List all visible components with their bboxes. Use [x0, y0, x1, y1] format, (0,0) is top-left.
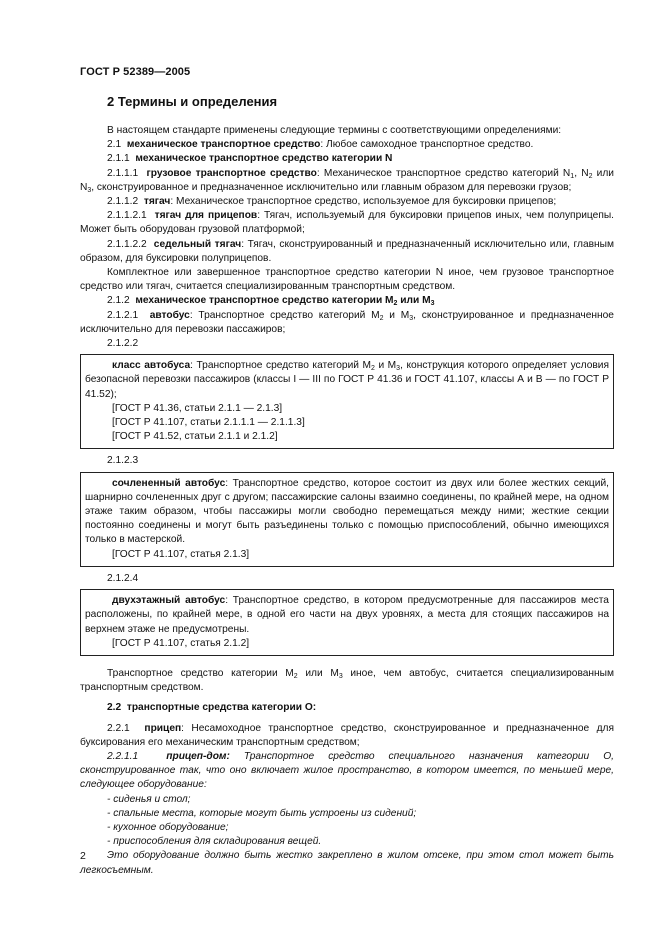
term-2-1-1-2-1: 2.1.1.2.1 тягач для прицепов: Тягач, используемый для буксировки прицепов иных, чем полуприцепы. Может быть оборудован грузовой платформой;	[80, 210, 614, 236]
reference: [ГОСТ Р 41.107, статья 2.1.3]	[112, 548, 250, 560]
section-title: 2 Термины и определения	[107, 94, 278, 109]
list-item: - сиденья и стол;	[107, 793, 191, 805]
reference: [ГОСТ Р 41.107, статьи 2.1.1.1 — 2.1.1.3]	[112, 417, 305, 429]
term-2-1-1-2-2: 2.1.1.2.2 седельный тягач: Тягач, сконструированный и предназначенный исключительно или, главным образом, для буксировки полуприцепов.	[80, 238, 614, 264]
intro-paragraph: В настоящем стандарте применены следующие термины с соответствующими определениями:	[107, 125, 562, 136]
term-2-1-1-1: 2.1.1.1 грузовое транспортное средство: Механическое транспортное средство категорий $N_1$, $N_2$ или $N_3$, сконструированное и предназначенное исключительно или главным образом для перевозки грузов;	[80, 167, 614, 194]
list-item: - приспособления для складирования вещей.	[107, 836, 322, 848]
term-2-1-2-4-number: 2.1.2.4	[107, 572, 139, 584]
equipment-list	[80, 793, 614, 850]
term-2-1-1: 2.1.1 механическое транспортное средство категории N	[107, 153, 393, 165]
document-header: ГОСТ Р 52389—2005	[80, 66, 191, 78]
term-2-1-2-1: 2.1.2.1 автобус: Транспортное средство категорий $M_2$ и $M_3$, сконструированное и предназначенное исключительно для перевозки пассажиров;	[80, 309, 614, 335]
bus-class-box	[80, 354, 614, 449]
term-2-2-1-1: 2.2.1.1 прицеп-дом: Транспортное средство специального назначения категории O, сконструированное так, что оно включает жилое пространство, в котором имеется, по меньшей мере, следующее оборудование:	[80, 750, 614, 791]
reference: [ГОСТ Р 41.107, статья 2.1.2]	[112, 637, 250, 649]
document-body	[80, 124, 614, 878]
articulated-bus-box	[80, 472, 614, 567]
term-2-1-2: 2.1.2 механическое транспортное средство категории $M_2$ или $M_3$	[107, 295, 435, 308]
list-item: - спальные места, которые могут быть устроены из сидений;	[107, 807, 417, 819]
closing-paragraph: Это оборудование должно быть жестко закреплено в жилом отсеке, при этом стол может быть легкосъемным.	[80, 850, 614, 876]
term-2-2-1: 2.2.1 прицеп: Несамоходное транспортное средство, сконструированное и предназначенное для буксирования его механическим транспортным средством;	[80, 722, 614, 748]
bus-class-definition: класс автобуса: Транспортное средство категорий $M_2$ и $M_3$, конструкция которого определяет условия безопасной перевозки пассажиров (классы I — III по ГОСТ Р 41.36 и ГОСТ 41.107, классы А и В — по ГОСТ Р 41.52);	[85, 360, 609, 400]
articulated-bus-definition: сочлененный автобус: Транспортное средство, которое состоит из двух или более жестких секций, шарнирно сочлененных друг с другом; пассажирские салоны взаимно соединены, по крайней мере, на одном этаже таким образом, чтобы пассажиры могли свободно перемещаться между ними; жесткие секции постоянно соединены и могут быть разъединены только с помощью приспособлений, обычно имеющихся только в мастерской.	[85, 477, 609, 546]
term-2-2: 2.2 транспортные средства категории O:	[107, 702, 317, 714]
double-deck-bus-box	[80, 589, 614, 656]
term-2-1: 2.1 механическое транспортное средство: Любое самоходное транспортное средство.	[107, 139, 534, 151]
term-2-1-2-3-number: 2.1.2.3	[107, 455, 139, 467]
term-2-1-1-2: 2.1.1.2 тягач: Механическое транспортное средство, используемое для буксировки прицепов;	[107, 196, 557, 208]
reference: [ГОСТ Р 41.36, статьи 2.1.1 — 2.1.3]	[112, 402, 283, 414]
term-2-1-2-2-number: 2.1.2.2	[107, 338, 139, 350]
category-n-note: Комплектное или завершенное транспортное средство категории N иное, чем грузовое транспортное средство или тягач, считается специализированным транспортным средством.	[80, 267, 614, 293]
reference: [ГОСТ Р 41.52, статьи 2.1.1 и 2.1.2]	[112, 431, 278, 443]
list-item: - кухонное оборудование;	[107, 821, 229, 833]
category-m-note: Транспортное средство категории $M_2$ или $M_3$ иное, чем автобус, считается специализированным транспортным средством.	[80, 667, 615, 694]
double-deck-bus-definition: двухэтажный автобус: Транспортное средство, в котором предусмотренные для пассажиров места расположены, по крайней мере, в одной его части на двух уровнях, а места для стоящих пассажиров на верхнем этаже не предусмотрены.	[85, 595, 609, 635]
page-number: 2	[80, 850, 86, 862]
